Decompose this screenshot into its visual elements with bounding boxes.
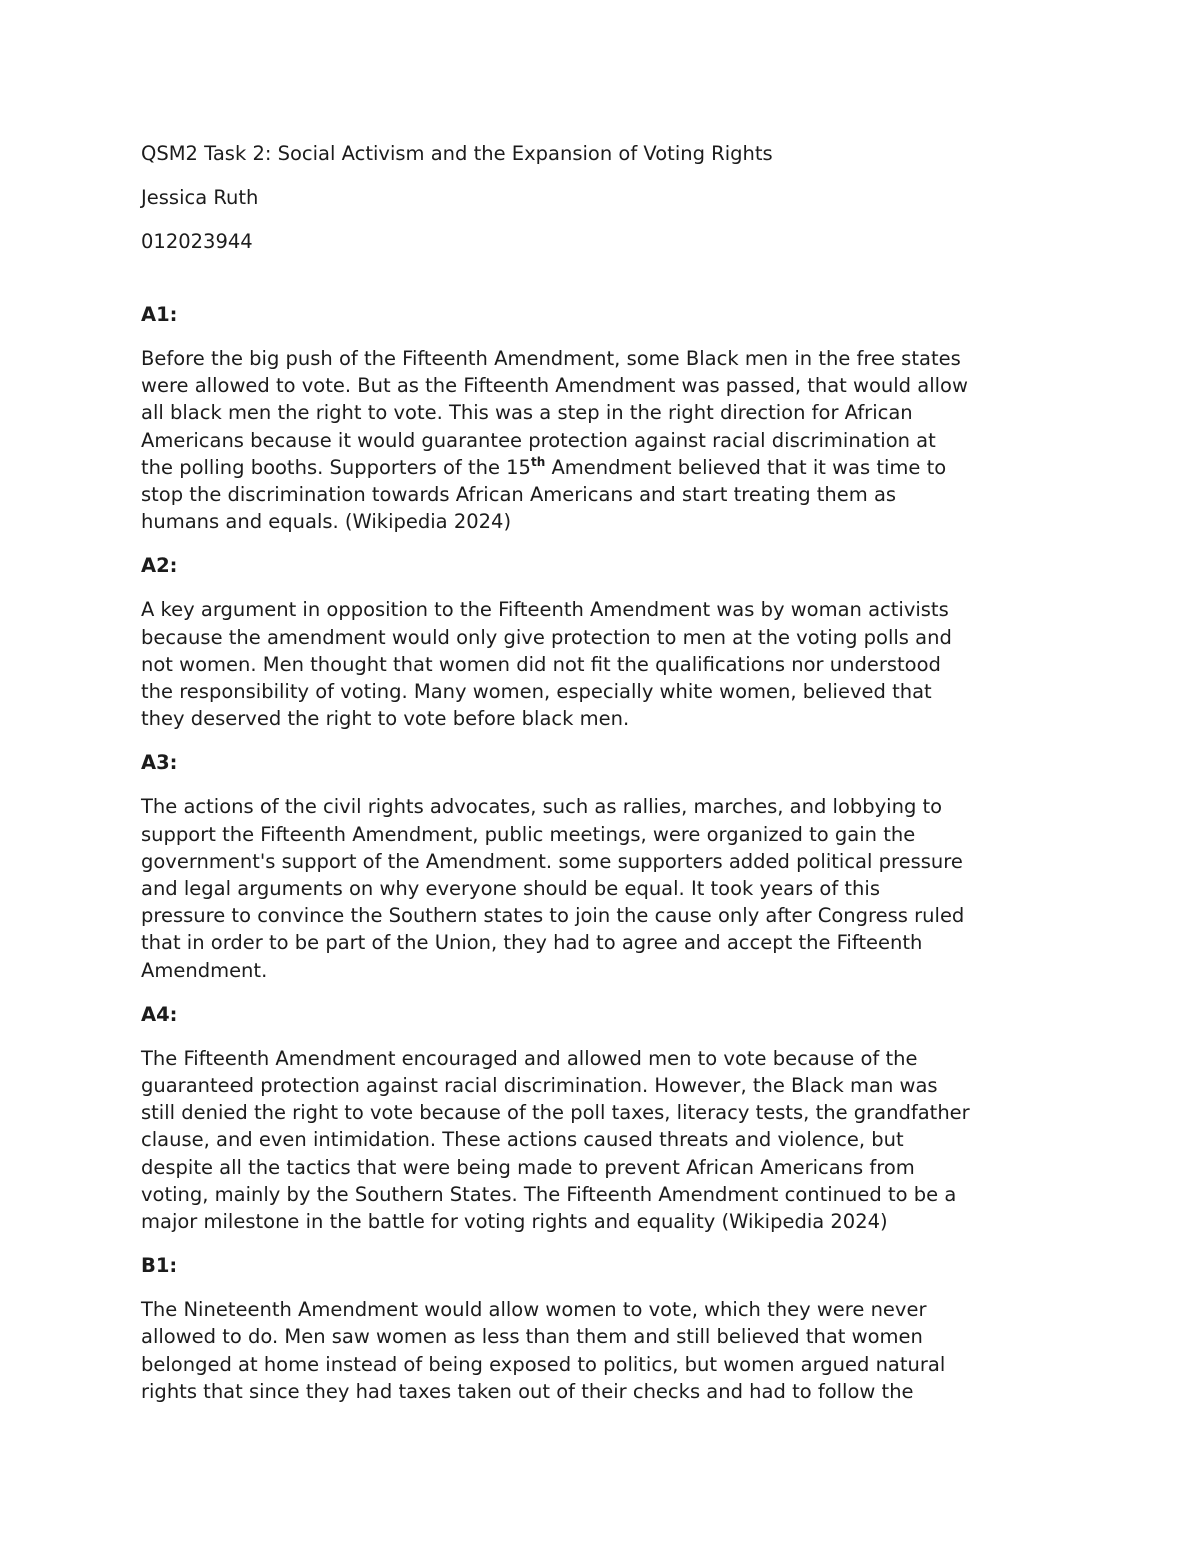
paragraph-line: all black men the right to vote. This was a step in the right direction for African [141,401,913,425]
paragraph-line: the polling booths. Supporters of the 15th Amendment believed that it was time to [141,454,947,479]
paragraph-line: they deserved the right to vote before black men. [141,707,630,731]
answer-sections [141,301,1071,1405]
paragraph-line: allowed to do. Men saw women as less than them and still believed that women [141,1325,923,1349]
paragraph-line: not women. Men thought that women did not fit the qualifications nor understood [141,652,941,676]
paragraph-line: voting, mainly by the Southern States. The Fifteenth Amendment continued to be a [141,1182,957,1206]
section-heading: A1: [141,303,178,326]
paragraph-line: belonged at home instead of being exposed to politics, but women argued natural [141,1352,946,1376]
paragraph-line: The Fifteenth Amendment encouraged and allowed men to vote because of the [141,1046,918,1070]
paragraph-line: stop the discrimination towards African Americans and start treating them as [141,483,897,507]
paragraph-line: The Nineteenth Amendment would allow women to vote, which they were never [141,1298,927,1322]
paragraph-line: government's support of the Amendment. some supporters added political pressure [141,849,963,873]
paragraph-line: the responsibility of voting. Many women, especially white women, believed that [141,680,932,704]
paragraph-line: Before the big push of the Fifteenth Amendment, some Black men in the free states [141,347,961,370]
student-id: 012023944 [141,230,253,253]
paragraph-line: because the amendment would only give protection to men at the voting polls and [141,625,952,649]
document-title: QSM2 Task 2: Social Activism and the Expansion of Voting Rights [141,142,773,165]
paragraph-line: that in order to be part of the Union, they had to agree and accept the Fifteenth [141,931,923,955]
paragraph-line: support the Fifteenth Amendment, public meetings, were organized to gain the [141,822,916,846]
section-paragraph [141,793,1071,983]
paragraph-line: and legal arguments on why everyone should be equal. It took years of this [141,877,880,901]
paragraph-line: Americans because it would guarantee protection against racial discrimination at [141,428,936,452]
section-paragraph [141,596,1071,732]
paragraph-line: pressure to convince the Southern states to join the cause only after Congress ruled [141,904,965,928]
paragraph-line: still denied the right to vote because of the poll taxes, literacy tests, the grandfather [141,1101,970,1125]
section-paragraph [141,1045,1071,1235]
paragraph-line: humans and equals. (Wikipedia 2024) [141,510,512,534]
section-paragraph [141,1296,1071,1405]
paragraph-line: major milestone in the battle for voting rights and equality (Wikipedia 2024) [141,1210,888,1234]
section-heading: A3: [141,751,178,775]
paragraph-line: Amendment. [141,958,268,982]
section-heading: A4: [141,1002,178,1026]
section-heading: A2: [141,554,178,578]
paragraph-line: clause, and even intimidation. These actions caused threats and violence, but [141,1128,904,1152]
document-page [141,140,1071,1422]
paragraph-line: The actions of the civil rights advocates, such as rallies, marches, and lobbying to [141,795,943,819]
paragraph-line: were allowed to vote. But as the Fifteenth Amendment was passed, that would allow [141,374,968,398]
section-paragraph [141,345,1071,535]
paragraph-line: rights that since they had taxes taken out of their checks and had to follow the [141,1379,914,1403]
ordinal-superscript: th [530,454,546,469]
author-name: Jessica Ruth [141,186,259,209]
section-heading: B1: [141,1254,178,1278]
paragraph-line: despite all the tactics that were being made to prevent African Americans from [141,1155,915,1179]
paragraph-line: guaranteed protection against racial discrimination. However, the Black man was [141,1074,938,1098]
paragraph-line: A key argument in opposition to the Fifteenth Amendment was by woman activists [141,598,949,622]
